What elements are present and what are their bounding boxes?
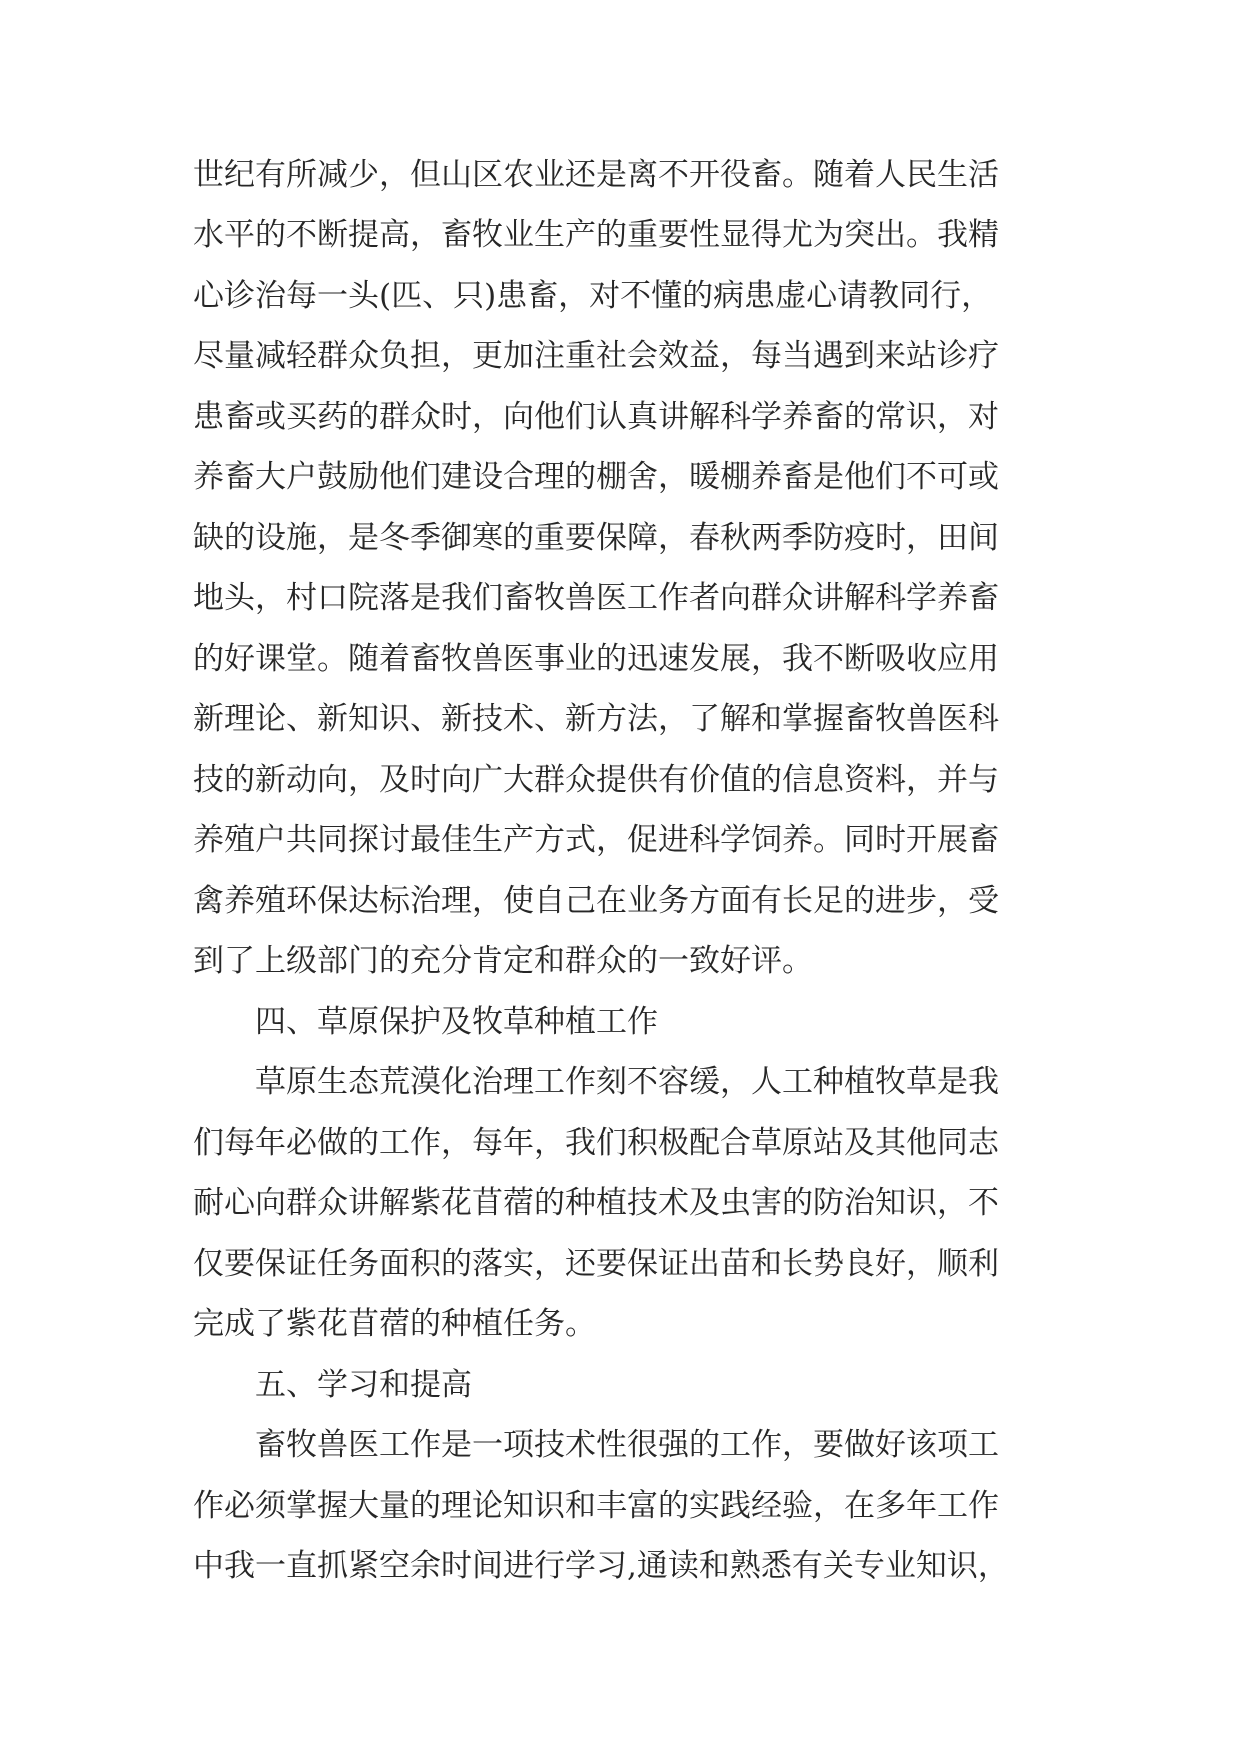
paragraph-line: 们每年必做的工作，每年，我们积极配合草原站及其他同志 (193, 1125, 999, 1161)
paragraph-first-line: 草原生态荒漠化治理工作刻不容缓，人工种植牧草是我 (255, 1064, 999, 1100)
paragraph-first-line: 畜牧兽医工作是一项技术性很强的工作，要做好该项工 (255, 1427, 999, 1463)
paragraph-line: 尽量减轻群众负担，更加注重社会效益，每当遇到来站诊疗 (193, 338, 999, 374)
paragraph-line: 养殖户共同探讨最佳生产方式，促进科学饲养。同时开展畜 (193, 822, 999, 858)
paragraph-line: 地头，村口院落是我们畜牧兽医工作者向群众讲解科学养畜 (193, 580, 999, 616)
paragraph-line: 到了上级部门的充分肯定和群众的一致好评。 (193, 943, 813, 979)
paragraph-line: 新理论、新知识、新技术、新方法，了解和掌握畜牧兽医科 (193, 701, 999, 737)
paragraph-line: 作必须掌握大量的理论知识和丰富的实践经验，在多年工作 (193, 1488, 999, 1524)
paragraph-line: 完成了紫花苜蓿的种植任务。 (193, 1306, 596, 1342)
paragraph-line: 水平的不断提高，畜牧业生产的重要性显得尤为突出。我精 (193, 217, 999, 253)
paragraph-line: 仅要保证任务面积的落实，还要保证出苗和长势良好，顺利 (193, 1246, 999, 1282)
paragraph-line: 世纪有所减少，但山区农业还是离不开役畜。随着人民生活 (193, 157, 999, 193)
paragraph-line: 耐心向群众讲解紫花苜蓿的种植技术及虫害的防治知识，不 (193, 1185, 999, 1221)
paragraph-line: 禽养殖环保达标治理，使自己在业务方面有长足的进步，受 (193, 883, 999, 919)
paragraph-line: 养畜大户鼓励他们建设合理的棚舍，暖棚养畜是他们不可或 (193, 459, 999, 495)
paragraph-line: 中我一直抓紧空余时间进行学习,通读和熟悉有关专业知识， (193, 1548, 1009, 1584)
section-heading: 四、草原保护及牧草种植工作 (255, 1004, 658, 1040)
paragraph-line: 患畜或买药的群众时，向他们认真讲解科学养畜的常识，对 (193, 399, 999, 435)
paragraph-line: 技的新动向，及时向广大群众提供有价值的信息资料，并与 (193, 762, 999, 798)
section-heading: 五、学习和提高 (255, 1367, 472, 1403)
paragraph-line: 缺的设施，是冬季御寒的重要保障，春秋两季防疫时，田间 (193, 520, 999, 556)
paragraph-line: 心诊治每一头(匹、只)患畜，对不懂的病患虚心请教同行， (193, 278, 993, 314)
paragraph-line: 的好课堂。随着畜牧兽医事业的迅速发展，我不断吸收应用 (193, 641, 999, 677)
